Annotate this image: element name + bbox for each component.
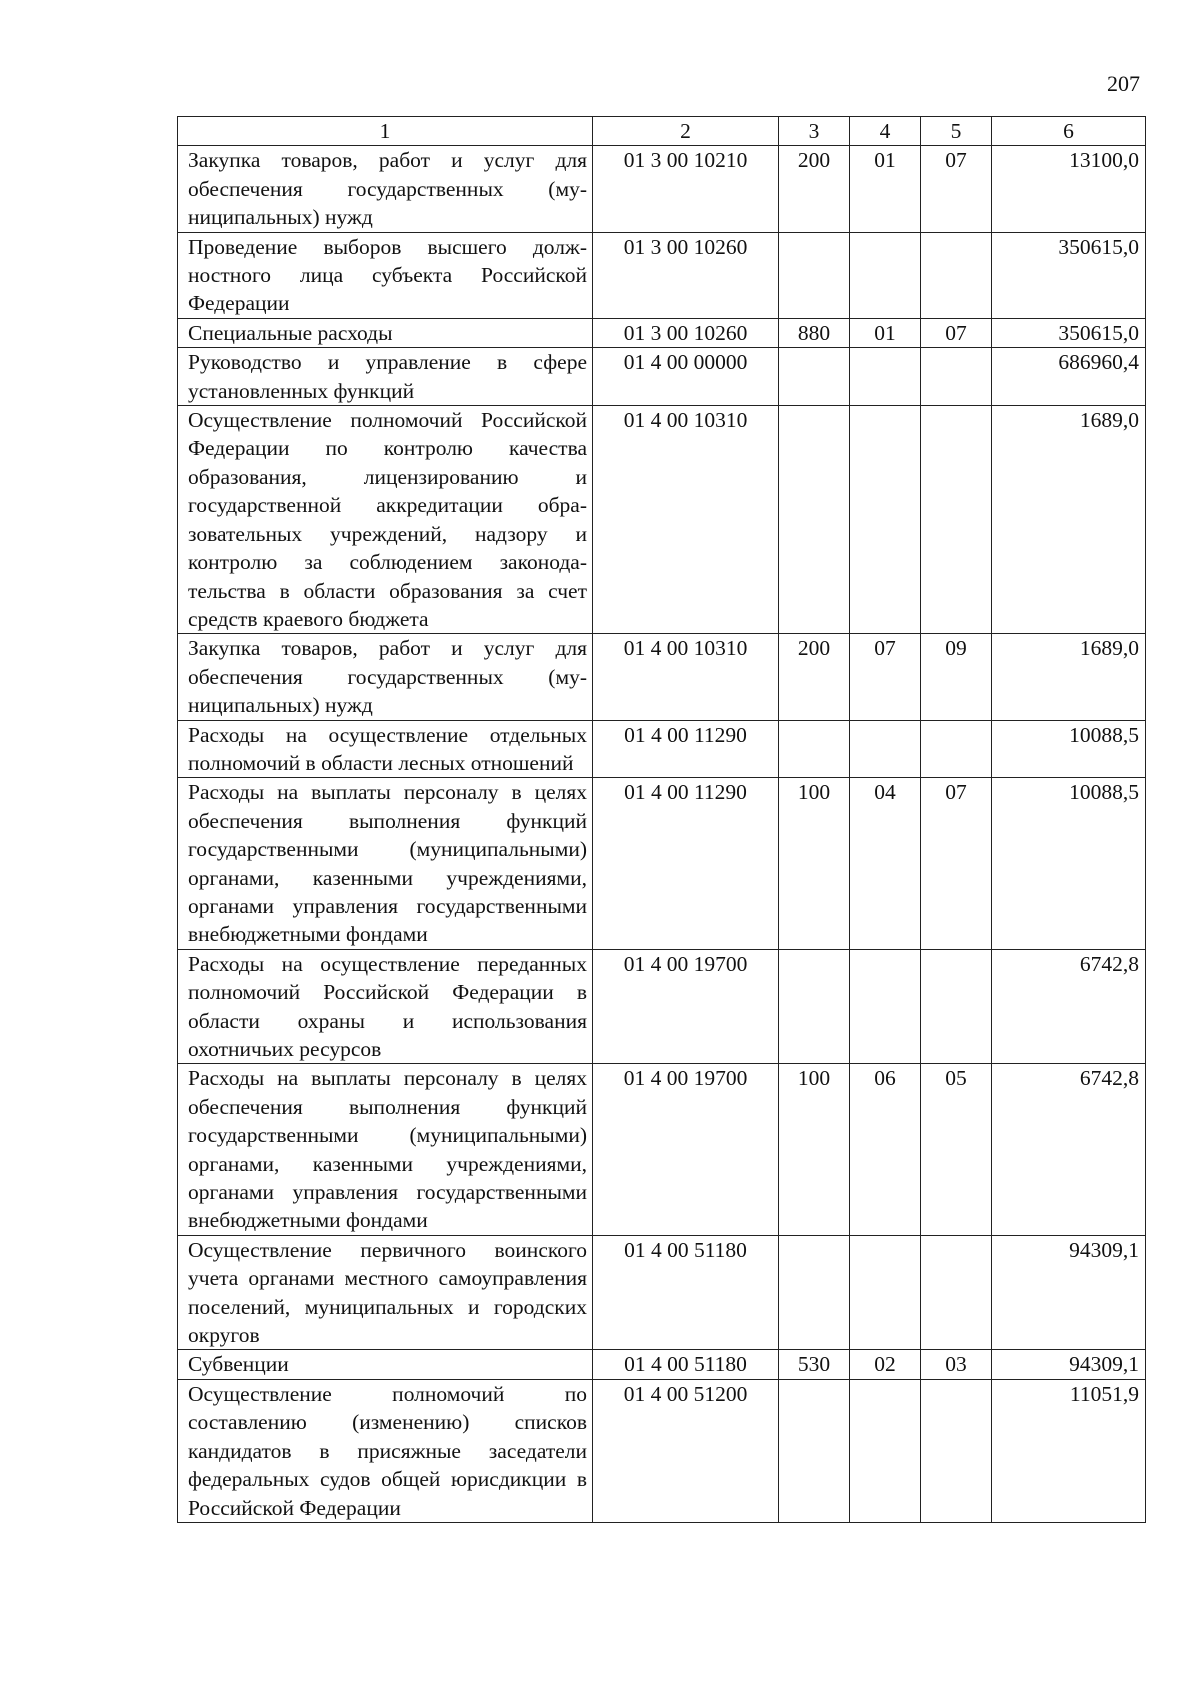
row-col3-cell bbox=[779, 720, 850, 778]
row-code-cell: 01 3 00 10260 bbox=[593, 318, 779, 347]
row-col5-cell bbox=[921, 949, 992, 1064]
row-name-cell: Закупка товаров, работ и услуг для обеспечения государственных (муниципальных) нужд bbox=[178, 634, 593, 720]
row-col5-cell bbox=[921, 1379, 992, 1522]
table-row bbox=[178, 318, 1146, 347]
row-amount-cell: 350615,0 bbox=[992, 318, 1146, 347]
row-col3-cell bbox=[779, 949, 850, 1064]
header-cell-2: 2 bbox=[593, 117, 779, 146]
header-cell-4: 4 bbox=[850, 117, 921, 146]
row-col4-cell bbox=[850, 720, 921, 778]
row-name-cell: Субвенции bbox=[178, 1350, 593, 1379]
row-name-cell: Осуществление полномочий по составлению (изменению) списков кандидатов в присяжные заседатели федеральных судов общей юрисдикции в Российской Федерации bbox=[178, 1379, 593, 1522]
table-row bbox=[178, 348, 1146, 406]
row-col4-cell bbox=[850, 232, 921, 318]
row-col3-cell bbox=[779, 1235, 850, 1350]
row-col3-cell bbox=[779, 406, 850, 634]
row-name-cell: Специальные расходы bbox=[178, 318, 593, 347]
row-col5-cell bbox=[921, 406, 992, 634]
row-name-cell: Закупка товаров, работ и услуг для обеспечения государственных (муниципальных) нужд bbox=[178, 146, 593, 232]
row-col4-cell: 02 bbox=[850, 1350, 921, 1379]
row-name-cell: Проведение выборов высшего должностного лица субъекта Российской Федерации bbox=[178, 232, 593, 318]
row-name-cell: Руководство и управление в сфере установленных функций bbox=[178, 348, 593, 406]
row-code-cell: 01 4 00 51200 bbox=[593, 1379, 779, 1522]
table-row bbox=[178, 406, 1146, 634]
row-amount-cell: 6742,8 bbox=[992, 949, 1146, 1064]
row-col3-cell: 530 bbox=[779, 1350, 850, 1379]
row-name-cell: Осуществление первичного воинского учета органами местного самоуправления поселений, муниципальных и городских округов bbox=[178, 1235, 593, 1350]
row-col4-cell bbox=[850, 1379, 921, 1522]
row-col5-cell: 07 bbox=[921, 778, 992, 949]
row-col3-cell bbox=[779, 1379, 850, 1522]
row-col5-cell: 07 bbox=[921, 318, 992, 347]
row-name-cell: Расходы на выплаты персоналу в целях обеспечения выполнения функций государственными (муниципальными) органами, казенными учреждениями, органами управления государственными внебюджетными фондами bbox=[178, 1064, 593, 1235]
row-code-cell: 01 4 00 11290 bbox=[593, 720, 779, 778]
page-number: 207 bbox=[1107, 71, 1140, 96]
row-amount-cell: 10088,5 bbox=[992, 778, 1146, 949]
row-col5-cell: 07 bbox=[921, 146, 992, 232]
header-cell-3: 3 bbox=[779, 117, 850, 146]
row-col3-cell bbox=[779, 348, 850, 406]
row-col4-cell: 04 bbox=[850, 778, 921, 949]
row-amount-cell: 13100,0 bbox=[992, 146, 1146, 232]
table-row bbox=[178, 778, 1146, 949]
row-col3-cell: 200 bbox=[779, 146, 850, 232]
row-amount-cell: 94309,1 bbox=[992, 1350, 1146, 1379]
row-code-cell: 01 4 00 10310 bbox=[593, 406, 779, 634]
row-amount-cell: 6742,8 bbox=[992, 1064, 1146, 1235]
row-code-cell: 01 4 00 00000 bbox=[593, 348, 779, 406]
row-amount-cell: 350615,0 bbox=[992, 232, 1146, 318]
row-col4-cell: 01 bbox=[850, 146, 921, 232]
row-col5-cell bbox=[921, 720, 992, 778]
row-code-cell: 01 4 00 51180 bbox=[593, 1235, 779, 1350]
budget-table bbox=[177, 116, 1146, 1523]
table-row bbox=[178, 232, 1146, 318]
row-amount-cell: 10088,5 bbox=[992, 720, 1146, 778]
table-row bbox=[178, 634, 1146, 720]
row-amount-cell: 1689,0 bbox=[992, 406, 1146, 634]
row-col5-cell bbox=[921, 232, 992, 318]
row-col5-cell: 03 bbox=[921, 1350, 992, 1379]
header-cell-1: 1 bbox=[178, 117, 593, 146]
row-code-cell: 01 4 00 19700 bbox=[593, 1064, 779, 1235]
row-col4-cell: 06 bbox=[850, 1064, 921, 1235]
row-amount-cell: 11051,9 bbox=[992, 1379, 1146, 1522]
table-row bbox=[178, 1379, 1146, 1522]
row-col5-cell bbox=[921, 348, 992, 406]
row-col4-cell: 01 bbox=[850, 318, 921, 347]
row-name-cell: Расходы на осуществление переданных полномочий Российской Федерации в области охраны и использования охотничьих ресурсов bbox=[178, 949, 593, 1064]
row-col5-cell: 09 bbox=[921, 634, 992, 720]
row-col3-cell: 200 bbox=[779, 634, 850, 720]
row-col4-cell bbox=[850, 348, 921, 406]
table-row bbox=[178, 720, 1146, 778]
row-name-cell: Осуществление полномочий Российской Федерации по контролю качества образования, лицензированию и государственной аккредитации образовательных учреждений, надзору и контролю за соблюдением законодательства в области образования за счет средств краевого бюджета bbox=[178, 406, 593, 634]
table-row bbox=[178, 146, 1146, 232]
row-col4-cell bbox=[850, 1235, 921, 1350]
row-col5-cell bbox=[921, 1235, 992, 1350]
row-name-cell: Расходы на выплаты персоналу в целях обеспечения выполнения функций государственными (муниципальными) органами, казенными учреждениями, органами управления государственными внебюджетными фондами bbox=[178, 778, 593, 949]
row-code-cell: 01 3 00 10210 bbox=[593, 146, 779, 232]
row-amount-cell: 686960,4 bbox=[992, 348, 1146, 406]
row-col4-cell bbox=[850, 949, 921, 1064]
row-code-cell: 01 3 00 10260 bbox=[593, 232, 779, 318]
row-col3-cell: 100 bbox=[779, 1064, 850, 1235]
row-code-cell: 01 4 00 11290 bbox=[593, 778, 779, 949]
table-row bbox=[178, 949, 1146, 1064]
row-col4-cell: 07 bbox=[850, 634, 921, 720]
row-col4-cell bbox=[850, 406, 921, 634]
table-body bbox=[178, 117, 1146, 1523]
table-row bbox=[178, 1235, 1146, 1350]
table-row bbox=[178, 1350, 1146, 1379]
row-code-cell: 01 4 00 10310 bbox=[593, 634, 779, 720]
row-name-cell: Расходы на осуществление отдельных полномочий в области лесных отношений bbox=[178, 720, 593, 778]
table-header-row bbox=[178, 117, 1146, 146]
row-code-cell: 01 4 00 19700 bbox=[593, 949, 779, 1064]
row-amount-cell: 94309,1 bbox=[992, 1235, 1146, 1350]
row-amount-cell: 1689,0 bbox=[992, 634, 1146, 720]
row-col3-cell: 100 bbox=[779, 778, 850, 949]
row-col3-cell: 880 bbox=[779, 318, 850, 347]
row-code-cell: 01 4 00 51180 bbox=[593, 1350, 779, 1379]
header-cell-5: 5 bbox=[921, 117, 992, 146]
header-cell-6: 6 bbox=[992, 117, 1146, 146]
row-col5-cell: 05 bbox=[921, 1064, 992, 1235]
table-row bbox=[178, 1064, 1146, 1235]
row-col3-cell bbox=[779, 232, 850, 318]
